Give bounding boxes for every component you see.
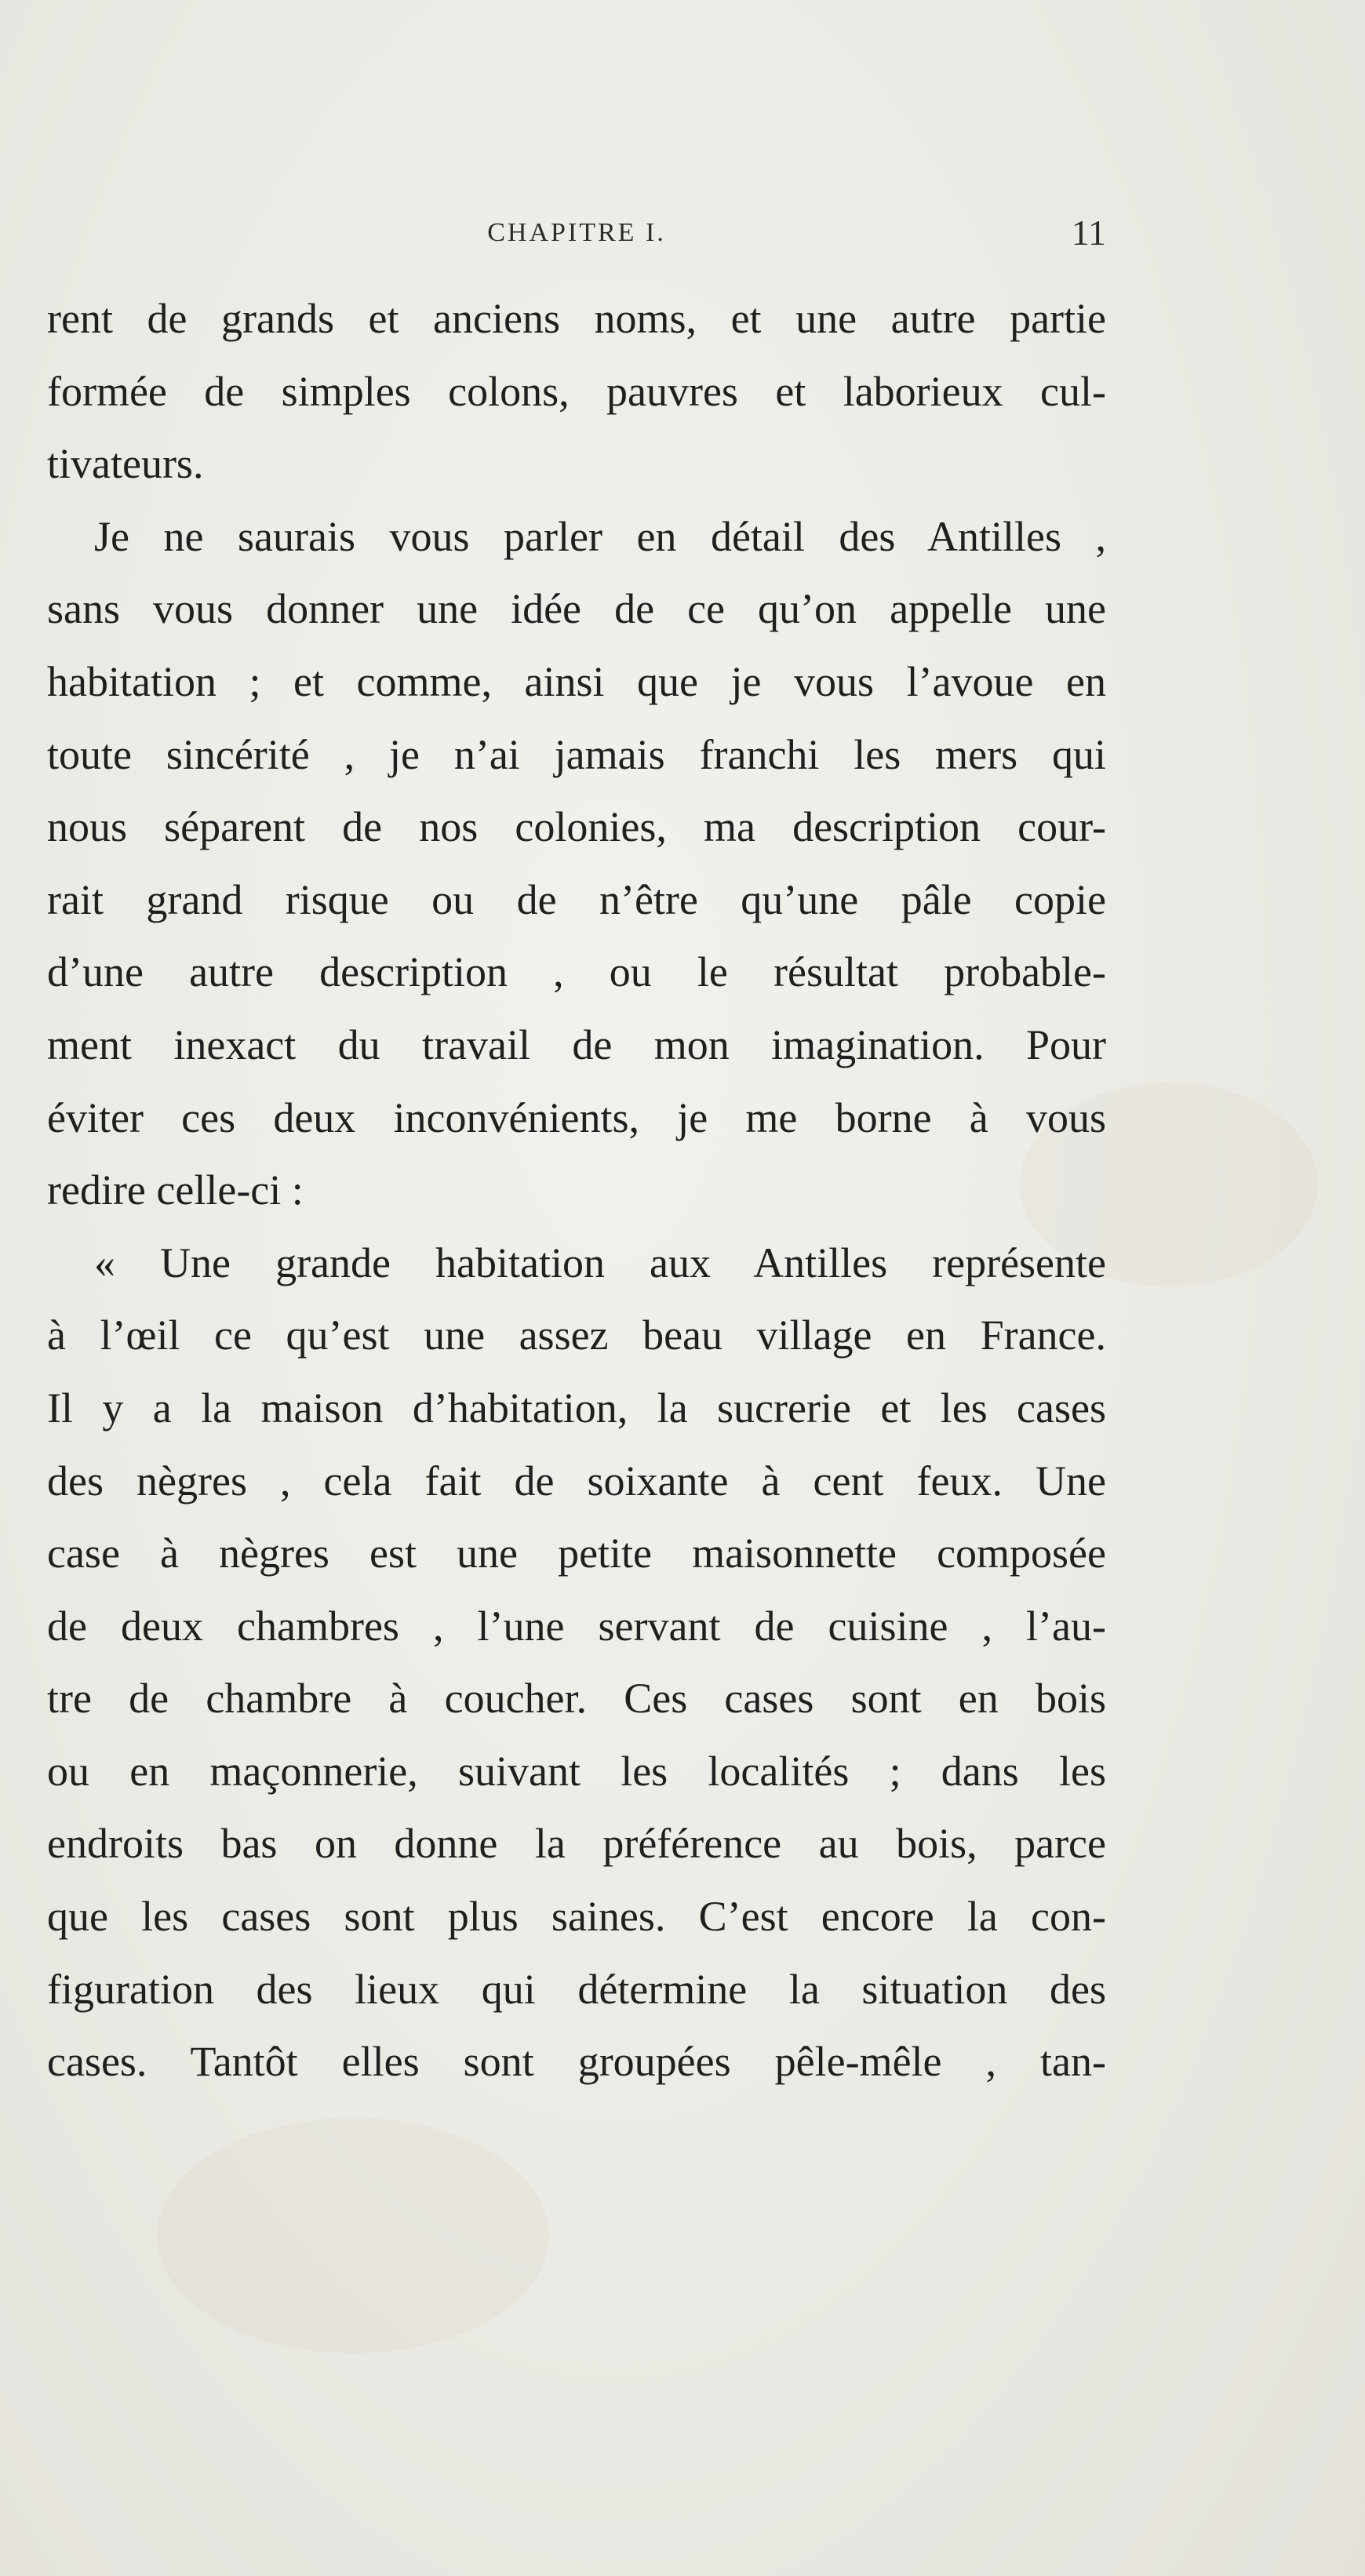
text-line: Il y a la maison d’habitation, la sucrerie et les cases [47,1384,1106,1432]
text-line: cases. Tantôt elles sont groupées pêle-mêle , tan- [47,2038,1106,2086]
text-line: que les cases sont plus saines. C’est encore la con- [47,1893,1106,1941]
text-line: sans vous donner une idée de ce qu’on appelle une [47,585,1106,633]
text-line: tre de chambre à coucher. Ces cases sont en bois [47,1675,1106,1723]
text-line: case à nègres est une petite maisonnette composée [47,1530,1106,1577]
text-line: nous séparent de nos colonies, ma description cour- [47,803,1106,851]
text-line: des nègres , cela fait de soixante à cent feux. Une [47,1457,1106,1504]
text-line: endroits bas on donne la préférence au bois, parce [47,1820,1106,1868]
text-line: ou en maçonnerie, suivant les localités ; dans les [47,1747,1106,1795]
body-text [47,282,1106,2098]
text-line: redire celle-ci : [47,1166,304,1214]
text-line: figuration des lieux qui détermine la situation des [47,1965,1106,2013]
paper-stain [157,2118,549,2353]
text-line: toute sincérité , je n’ai jamais franchi les mers qui [47,730,1106,778]
text-line: à l’œil ce qu’est une assez beau village en France. [47,1312,1106,1359]
text-line: ment inexact du travail de mon imagination. Pour [47,1021,1106,1068]
page-number: 11 [1071,213,1106,253]
text-line: rait grand risque ou de n’être qu’une pâle copie [47,875,1106,923]
text-line: habitation ; et comme, ainsi que je vous l’avoue en [47,657,1106,705]
text-line: tivateurs. [47,440,204,488]
text-line: « Une grande habitation aux Antilles représente [94,1239,1106,1286]
page-header [47,212,1106,259]
running-head: CHAPITRE I. [487,218,666,247]
text-line: d’une autre description , ou le résultat probable- [47,948,1106,996]
text-line: rent de grands et anciens noms, et une autre partie [47,295,1106,342]
text-line: Je ne saurais vous parler en détail des Antilles , [94,512,1106,560]
text-line: formée de simples colons, pauvres et laborieux cul- [47,367,1106,415]
text-line: de deux chambres , l’une servant de cuisine , l’au- [47,1602,1106,1650]
text-line: éviter ces deux inconvénients, je me borne à vous [47,1093,1106,1141]
